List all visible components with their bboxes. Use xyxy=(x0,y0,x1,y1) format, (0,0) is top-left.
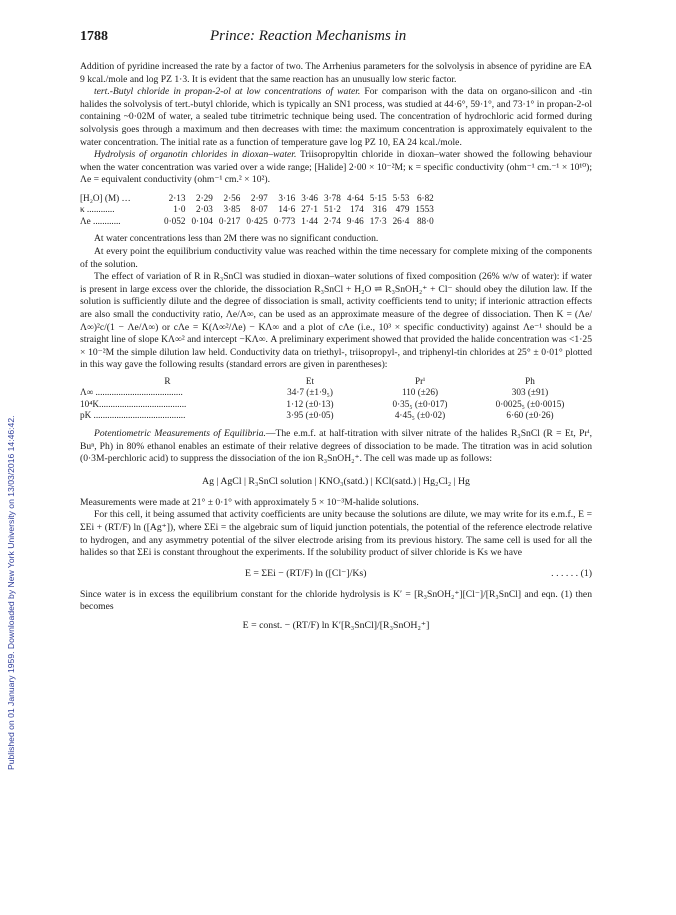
row-label: κ ............ xyxy=(80,204,115,215)
table-cell: 2·97 xyxy=(250,192,268,203)
table-row xyxy=(80,410,585,422)
paragraph-equilibrium-constant: Since water is in excess the equilibrium constant for the chloride hydrolysis is K′ = [R₃SnOH₂⁺][Cl⁻]/[R₃SnCl] and eqn. (1) then becomes xyxy=(80,588,592,613)
table-row xyxy=(80,204,440,216)
table-cell: 5·53 xyxy=(392,192,410,203)
table-cell: 479 xyxy=(395,204,410,215)
table-row xyxy=(80,193,440,205)
table-cell: 6·60 (±0·26) xyxy=(506,410,554,421)
table-cell: 51·2 xyxy=(324,204,341,215)
running-title: Prince: Reaction Mechanisms in xyxy=(210,28,407,44)
row-label: Λ∞ ...................................... xyxy=(80,387,183,398)
column-header: Ph xyxy=(525,375,535,386)
table-cell: 2·03 xyxy=(196,204,213,215)
paragraph-potentiometric xyxy=(80,428,592,466)
results-table xyxy=(80,376,585,422)
row-label: 10⁴K...................................... xyxy=(80,398,187,409)
table-cell: 26·4 xyxy=(392,215,410,226)
table-cell: 0·104 xyxy=(191,215,213,226)
page-header xyxy=(80,28,592,45)
conductivity-table xyxy=(80,193,440,228)
equation-1 xyxy=(80,568,592,581)
table-cell: 0·773 xyxy=(273,215,296,226)
table-cell: 2·56 xyxy=(223,192,241,203)
table-cell: 14·6 xyxy=(278,204,296,215)
paragraph-low-water: At water concentrations less than 2M there was no significant conduction. xyxy=(94,233,379,245)
table-cell: 9·46 xyxy=(346,215,364,226)
table-cell: 3·95 (±0·05) xyxy=(286,410,334,421)
table-cell: 2·74 xyxy=(324,215,341,226)
table-cell: 1·12 (±0·13) xyxy=(286,398,334,409)
section-heading-tert-butyl: tert.-Butyl chloride in propan-2-ol at low concentrations of water. xyxy=(94,86,361,98)
table-cell: 0·0025₅ (±0·0015) xyxy=(495,398,565,409)
table-cell: 0·217 xyxy=(218,215,241,226)
row-label: [H₂O] (M) … xyxy=(80,192,131,203)
table-cell: 88·0 xyxy=(416,215,434,226)
table-cell: 0·052 xyxy=(164,215,186,226)
column-header: Prⁱ xyxy=(414,375,426,386)
table-cell: 0·425 xyxy=(246,215,268,226)
table-cell: 303 (±91) xyxy=(511,387,549,398)
table-cell: 3·85 xyxy=(223,204,241,215)
table-cell: 2·13 xyxy=(168,192,186,203)
table-cell: 0·35₅ (±0·017) xyxy=(392,398,448,409)
table-row xyxy=(80,216,440,228)
download-watermark xyxy=(6,150,20,770)
table-cell: 5·15 xyxy=(369,192,387,203)
row-label: pK ........................................ xyxy=(80,410,186,421)
paragraph-dilution-law: The effect of variation of R in R₃SnCl was studied in dioxan–water solutions of fixed composition (26% w/w of water): if water is present in large excess over the chloride, the dissociation R₃SnCl + H₂O ⇌ R₃SnOH₂⁺ + Cl⁻ should obey the dilution law. If the solution is sufficiently dilute and the degree of dissociation is small, activity coefficients tend to unity; if interionic attraction effects are also small the conductivity ratio, Λe/Λ∞, can be used as an approximate measure of the degree of dissociation. Then K = (Λe/Λ∞)²c/(1 − Λe/Λ∞) or cΛe = K(Λ∞²/Λe) − KΛ∞ and a plot of cΛe (i.e., 10³ × specific conductivity) against Λe⁻¹ should be a straight line of slope KΛ∞² and intercept −KΛ∞. A preliminary experiment showed that provided the halide concentration was <1·25 × 10⁻²M the simple dilution law held. Conductivity data on triethyl-, triisopropyl-, and triphenyl-tin chlorides at 25° ± 0·01° plotted in this way gave the following results (standard errors are given in parentheses): xyxy=(80,271,592,371)
table-cell: 1·44 xyxy=(301,215,319,226)
column-header: R xyxy=(164,375,171,386)
cell-diagram: Ag | AgCl | R₃SnCl solution | KNO₃(satd.) | KCl(satd.) | Hg₂Cl₂ | Hg xyxy=(202,475,470,487)
row-label: Λe ............ xyxy=(80,215,121,226)
table-cell: 110 (±26) xyxy=(401,387,439,398)
paragraph-hydrolysis-text: Triisopropyltin chloride in dioxan–water showed the following behaviour when the water concentration was varied over a wide range; [Halide] 2·00 × 10⁻²M; κ = specific conductivity (ohm⁻¹ cm.⁻¹ × 10¹⁰); Λe = equivalent conductivity (ohm⁻¹ cm.² × 10²). xyxy=(80,149,592,186)
page-body xyxy=(80,28,592,631)
table-cell: 1·0 xyxy=(173,204,186,215)
paragraph-equilibrium: At every point the equilibrium conductivity value was reached within the time necessary for complete mixing of the components of the solution. xyxy=(80,246,592,270)
paragraph-tert-butyl-text: For comparison with the data on organo-silicon and -tin halides the solvolysis of tert.-butyl chloride, which is typically an SN1 process, was studied at 44·6°, 59·1°, and 73·1° in propan-2-ol containing ~0·02M of water, a sealed tube titrimetric technique being used. The concentration of hydrochloric acid formed during solvolysis goes through a maximum and then decreases with time: the maximum concentration is approximately equivalent to the water concentration. The initial rate as a function of temperature gave log PZ 10, EA 24 kcal./mole. xyxy=(80,86,592,148)
paragraph-arrhenius: Addition of pyridine increased the rate by a factor of two. The Arrhenius parameters for the solvolysis in absence of pyridine are EA 9 kcal./mole and log PZ 1·3. It is evident that the same reaction has an unusually low steric factor. xyxy=(80,61,592,85)
paragraph-tert-butyl xyxy=(80,86,592,149)
paragraph-emf: For this cell, it being assumed that activity coefficients are unity because the solutions are dilute, we may write for its e.m.f., E = ΣEi + (RT/F) ln ([Ag⁺]), where ΣEi = the algebraic sum of liquid junction potentials, the potential of the reference electrode relative to hydrogen, and any asymmetry potential of the silver electrode arising from its previous history. The same cell is used for all the halides so that ΣEi is constant throughout the experiments. If the solubility product of silver chloride is Ks we have xyxy=(80,509,592,559)
table-cell: 4·64 xyxy=(346,192,364,203)
column-header: Et xyxy=(305,375,315,386)
table-cell: 3·46 xyxy=(301,192,319,203)
table-row xyxy=(80,399,585,411)
table-row xyxy=(80,387,585,399)
table-cell: 6·82 xyxy=(416,192,434,203)
table-cell: 17·3 xyxy=(369,215,387,226)
table-cell: 1553 xyxy=(415,204,434,215)
page-number: 1788 xyxy=(80,29,108,44)
table-cell: 27·1 xyxy=(301,204,319,215)
paragraph-measurements: Measurements were made at 21° ± 0·1° with approximately 5 × 10⁻³M-halide solutions. xyxy=(80,496,419,508)
paragraph-potentiometric-text: —The e.m.f. at half-titration with silver nitrate of the halides R₃SnCl (R = Et, Prⁱ, Buⁿ, Ph) in 80% ethanol enables an estimate of their relative degrees of dissociation to be made. The titration was in acid solution (0·3M-perchloric acid) to suppress the dissociation of the ion R₃SnOH₂⁺. The cell was made up as follows: xyxy=(80,427,592,465)
table-cell: 3·16 xyxy=(278,192,296,203)
table-cell: 174 xyxy=(349,204,364,215)
table-cell: 8·07 xyxy=(250,204,268,215)
table-cell: 3·78 xyxy=(324,192,341,203)
table-cell: 316 xyxy=(372,204,387,215)
equation-1-body: E = ΣEi − (RT/F) ln ([Cl⁻]/Ks) xyxy=(245,567,367,579)
paragraph-hydrolysis xyxy=(80,149,592,187)
table-cell: 34·7 (±1·9₅) xyxy=(287,387,333,398)
section-heading-potentiometric: Potentiometric Measurements of Equilibria. xyxy=(94,427,266,439)
equation-2: E = const. − (RT/F) ln K′[R₃SnCl]/[R₃SnOH₂⁺] xyxy=(242,619,430,631)
equation-1-number: . . . . . . (1) xyxy=(551,567,592,579)
download-note: Published on 01 January 1959. Downloaded by New York University on 13/03/2016 14:46:42. xyxy=(6,415,16,770)
table-cell: 4·45₅ (±0·02) xyxy=(394,410,446,421)
table-cell: 2·29 xyxy=(196,192,213,203)
section-heading-hydrolysis: Hydrolysis of organotin chlorides in dioxan–water. xyxy=(94,149,297,161)
